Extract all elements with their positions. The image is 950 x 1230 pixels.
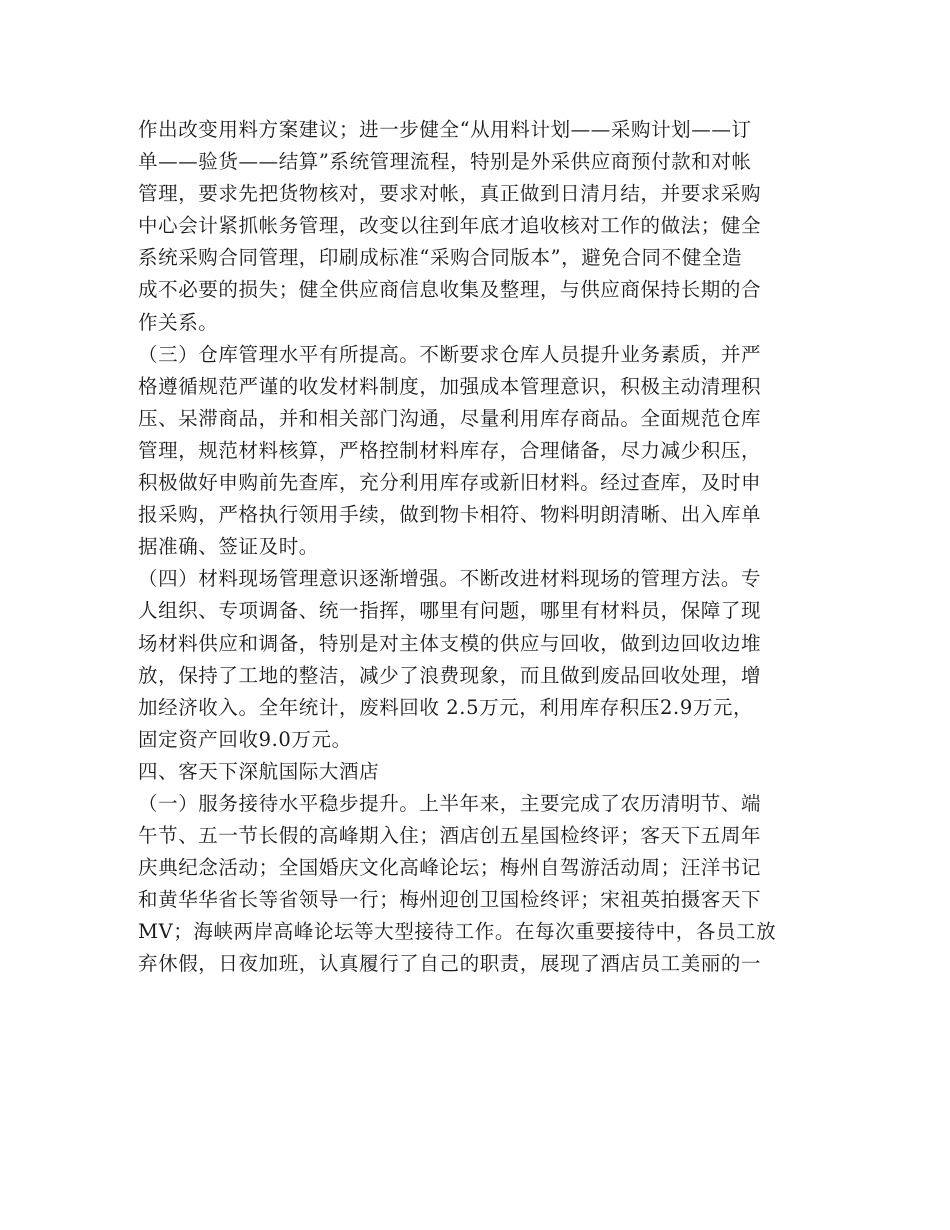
text-line: 人组织、专项调备、统一指挥，哪里有问题，哪里有材料员，保障了现 (138, 599, 762, 623)
text-line: 固定资产回收9.0万元。 (138, 727, 352, 751)
text-line: 弃休假，日夜加班，认真履行了自己的职责，展现了酒店员工美丽的一 (138, 952, 762, 976)
text-line: 成不必要的损失；健全供应商信息收集及整理，与供应商保持长期的合 (138, 278, 762, 302)
document-body (138, 114, 818, 981)
text-line: 放，保持了工地的整洁，减少了浪费现象，而且做到废品回收处理，增 (138, 663, 762, 687)
text-line: 加经济收入。全年统计，废料回收 2.5万元，利用库存积压2.9万元， (138, 695, 754, 719)
text-line: 和黄华华省长等省领导一行；梅州迎创卫国检终评；宋祖英拍摄客天下 (138, 888, 762, 912)
text-line: 作出改变用料方案建议；进一步健全“从用料计划——采购计划——订 (138, 118, 752, 141)
text-line: 压、呆滞商品，并和相关部门沟通，尽量利用库存商品。全面规范仓库 (138, 406, 762, 430)
text-line: 报采购，严格执行领用手续，做到物卡相符、物料明朗清晰、出入库单 (138, 503, 762, 527)
section-heading-line: （一）服务接待水平稳步提升。上半年来，主要完成了农历清明节、端 (138, 791, 762, 815)
text-line: 作关系。 (138, 310, 219, 334)
text-line: 积极做好申购前先查库，充分利用库存或新旧材料。经过查库，及时申 (138, 471, 762, 495)
text-line: 管理，要求先把货物核对，要求对帐，真正做到日清月结，并要求采购 (138, 182, 762, 206)
text-line: 格遵循规范严谨的收发材料制度，加强成本管理意识，积极主动清理积 (138, 374, 762, 398)
text-line: 庆典纪念活动；全国婚庆文化高峰论坛；梅州自驾游活动周；汪洋书记 (138, 856, 762, 880)
text-line: 中心会计紧抓帐务管理，改变以往到年底才追收核对工作的做法；健全 (138, 214, 762, 238)
text-line: 系统采购合同管理，印刷成标准“采购合同版本”，避免合同不健全造 (138, 246, 743, 270)
text-line: 单——验货——结算”系统管理流程，特别是外采供应商预付款和对帐 (138, 150, 752, 174)
section-heading-line: （三）仓库管理水平有所提高。不断要求仓库人员提升业务素质，并严 (138, 342, 762, 366)
text-line: 场材料供应和调备，特别是对主体支模的供应与回收，做到边回收边堆 (138, 631, 762, 655)
section-heading-line: （四）材料现场管理意识逐渐增强。不断改进材料现场的管理方法。专 (138, 567, 762, 591)
text-line: 管理，规范材料核算，严格控制材料库存，合理储备，尽力减少积压， (138, 438, 762, 462)
chapter-heading: 四、客天下深航国际大酒店 (138, 759, 380, 783)
text-line: MV；海峡两岸高峰论坛等大型接待工作。在每次重要接待中，各员工放 (138, 920, 777, 944)
text-line: 据准确、签证及时。 (138, 535, 319, 559)
text-line: 午节、五一节长假的高峰期入住；酒店创五星国检终评；客天下五周年 (138, 824, 762, 848)
